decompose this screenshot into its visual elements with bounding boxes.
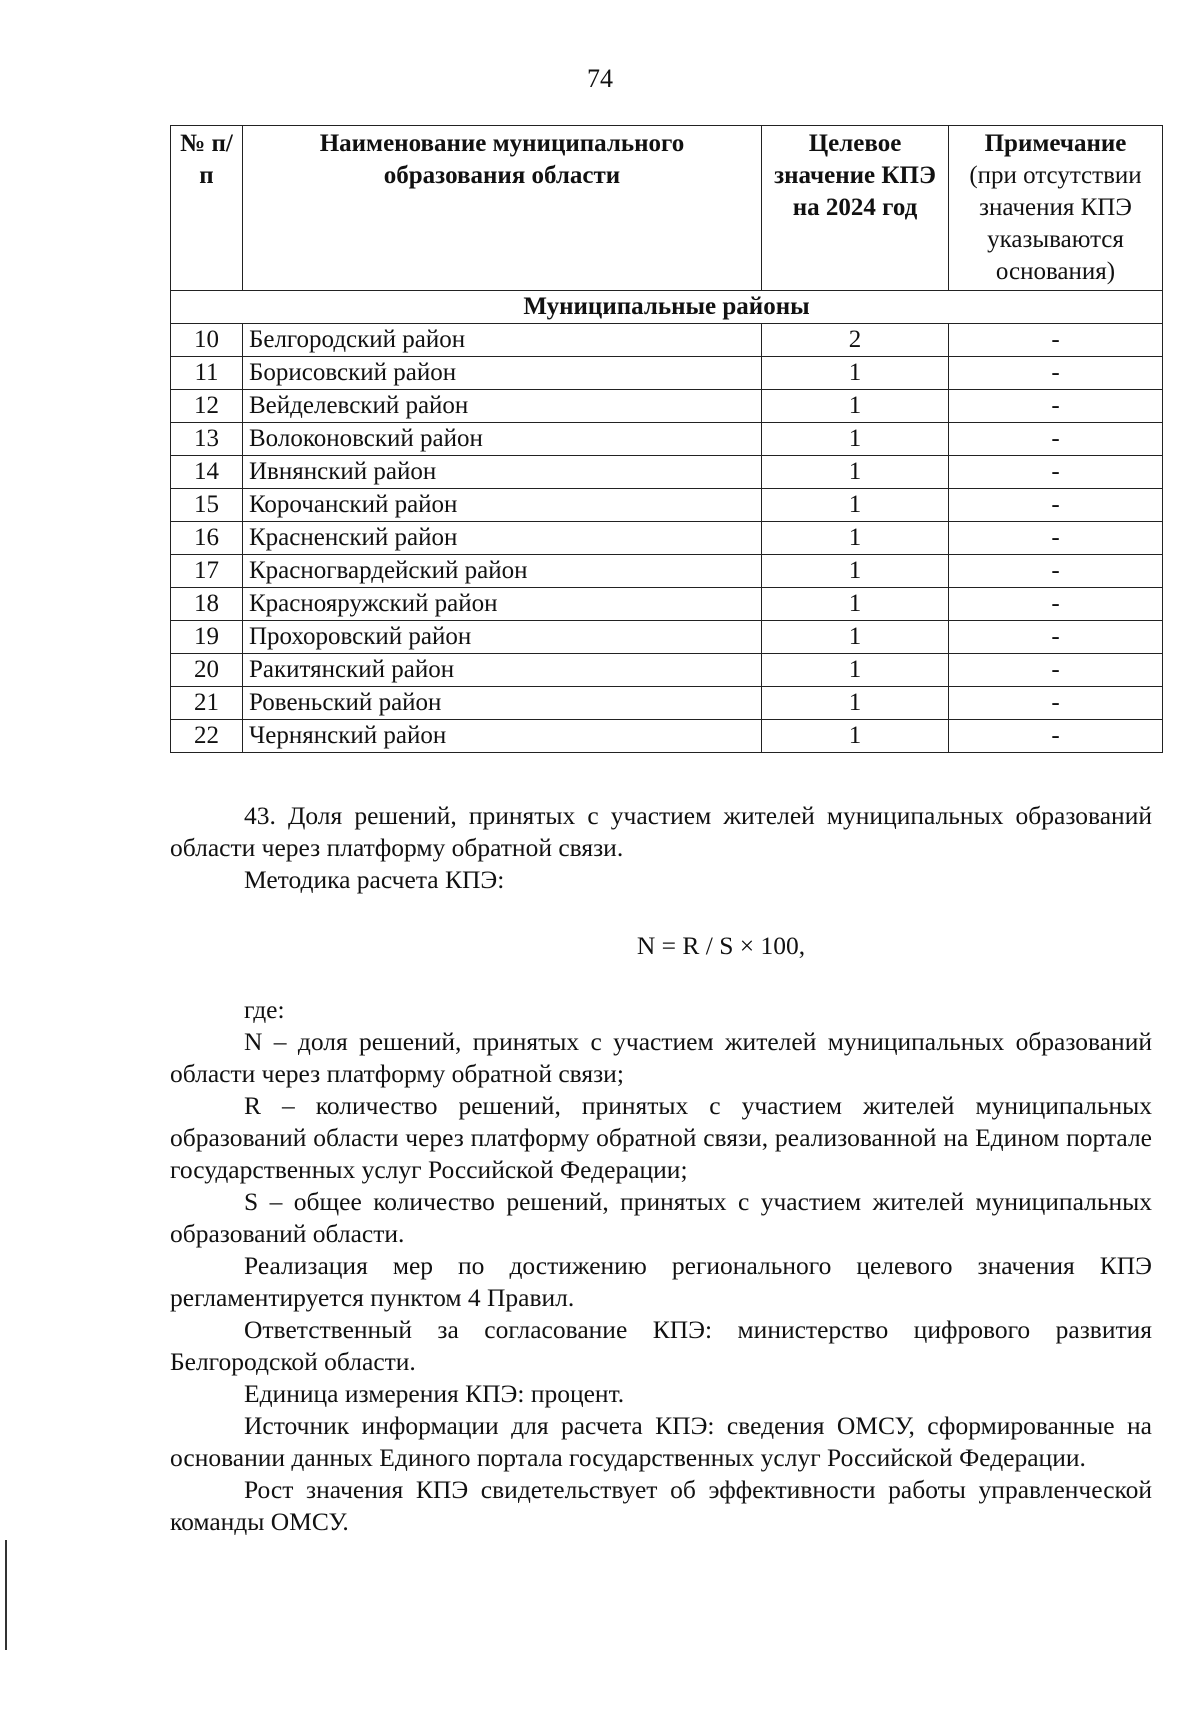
row-district-name: Волоконовский район (243, 423, 762, 456)
definition-s: S – общее количество решений, принятых с участием жителей муниципальных образований области. (170, 1187, 1152, 1248)
header-note-text: (при отсутствии значения КПЭ указываются основания) (969, 162, 1142, 285)
row-district-name: Красненский район (243, 522, 762, 555)
row-number: 12 (171, 390, 243, 423)
header-name: Наименование муниципального образования области (243, 126, 762, 291)
row-target-value: 1 (762, 489, 949, 522)
row-number: 14 (171, 456, 243, 489)
row-target-value: 1 (762, 456, 949, 489)
row-target-value: 1 (762, 720, 949, 753)
source-paragraph: Источник информации для расчета КПЭ: сведения ОМСУ, сформированные на основании данных Единого портала государственных услуг Российской Федерации. (170, 1411, 1152, 1472)
row-number: 15 (171, 489, 243, 522)
kpe-table (170, 125, 1163, 753)
row-district-name: Чернянский район (243, 720, 762, 753)
table-row (171, 654, 1163, 687)
header-num: № п/п (171, 126, 243, 291)
unit-paragraph: Единица измерения КПЭ: процент. (244, 1379, 625, 1408)
row-target-value: 1 (762, 522, 949, 555)
row-number: 13 (171, 423, 243, 456)
page-number: 74 (587, 64, 613, 93)
row-district-name: Ракитянский район (243, 654, 762, 687)
header-note (949, 126, 1163, 291)
scan-edge-mark (5, 1540, 7, 1650)
item-title: 43. Доля решений, принятых с участием жителей муниципальных образований области через платформу обратной связи. (170, 801, 1152, 862)
row-note: - (949, 390, 1163, 423)
row-target-value: 1 (762, 588, 949, 621)
row-district-name: Вейделевский район (243, 390, 762, 423)
table-row (171, 588, 1163, 621)
row-number: 18 (171, 588, 243, 621)
row-district-name: Ровеньский район (243, 687, 762, 720)
row-number: 17 (171, 555, 243, 588)
row-target-value: 1 (762, 423, 949, 456)
row-district-name: Прохоровский район (243, 621, 762, 654)
row-note: - (949, 654, 1163, 687)
growth-paragraph: Рост значения КПЭ свидетельствует об эффективности работы управленческой команды ОМСУ. (170, 1475, 1152, 1536)
row-target-value: 1 (762, 357, 949, 390)
definition-n: N – доля решений, принятых с участием жителей муниципальных образований области через платформу обратной связи; (170, 1027, 1152, 1088)
table-row (171, 423, 1163, 456)
definition-r: R – количество решений, принятых с участием жителей муниципальных образований области через платформу обратной связи, реализованной на Едином портале государственных услуг Российской Федерации; (170, 1091, 1152, 1184)
table-row (171, 555, 1163, 588)
row-number: 20 (171, 654, 243, 687)
row-target-value: 1 (762, 687, 949, 720)
row-number: 22 (171, 720, 243, 753)
row-note: - (949, 489, 1163, 522)
table-row (171, 456, 1163, 489)
table-row (171, 720, 1163, 753)
row-district-name: Борисовский район (243, 357, 762, 390)
table-row (171, 357, 1163, 390)
row-number: 11 (171, 357, 243, 390)
section-title: Муниципальные районы (171, 291, 1163, 324)
header-value: Целевое значение КПЭ на 2024 год (762, 126, 949, 291)
row-target-value: 2 (762, 324, 949, 357)
responsible-paragraph: Ответственный за согласование КПЭ: министерство цифрового развития Белгородской области. (170, 1315, 1152, 1376)
row-district-name: Ивнянский район (243, 456, 762, 489)
row-district-name: Белгородский район (243, 324, 762, 357)
row-district-name: Корочанский район (243, 489, 762, 522)
row-target-value: 1 (762, 555, 949, 588)
row-note: - (949, 324, 1163, 357)
row-note: - (949, 423, 1163, 456)
table-row (171, 687, 1163, 720)
formula: N = R / S × 100, (636, 931, 806, 960)
table-row (171, 324, 1163, 357)
row-note: - (949, 555, 1163, 588)
row-number: 21 (171, 687, 243, 720)
row-number: 19 (171, 621, 243, 654)
row-target-value: 1 (762, 654, 949, 687)
row-number: 10 (171, 324, 243, 357)
method-label: Методика расчета КПЭ: (244, 865, 505, 894)
row-number: 16 (171, 522, 243, 555)
row-note: - (949, 720, 1163, 753)
document-body (170, 800, 1152, 1538)
measures-paragraph: Реализация мер по достижению регионального целевого значения КПЭ регламентируется пунктом 4 Правил. (170, 1251, 1152, 1312)
row-note: - (949, 588, 1163, 621)
row-note: - (949, 357, 1163, 390)
table-row (171, 390, 1163, 423)
table-row (171, 621, 1163, 654)
row-note: - (949, 687, 1163, 720)
row-note: - (949, 621, 1163, 654)
row-district-name: Краснояружский район (243, 588, 762, 621)
row-note: - (949, 522, 1163, 555)
where-label: где: (244, 995, 285, 1024)
row-target-value: 1 (762, 390, 949, 423)
table-row (171, 522, 1163, 555)
header-note-title: Примечание (984, 130, 1127, 157)
section-row (171, 291, 1163, 324)
table-row (171, 489, 1163, 522)
row-district-name: Красногвардейский район (243, 555, 762, 588)
row-note: - (949, 456, 1163, 489)
table-header-row (171, 126, 1163, 291)
row-target-value: 1 (762, 621, 949, 654)
